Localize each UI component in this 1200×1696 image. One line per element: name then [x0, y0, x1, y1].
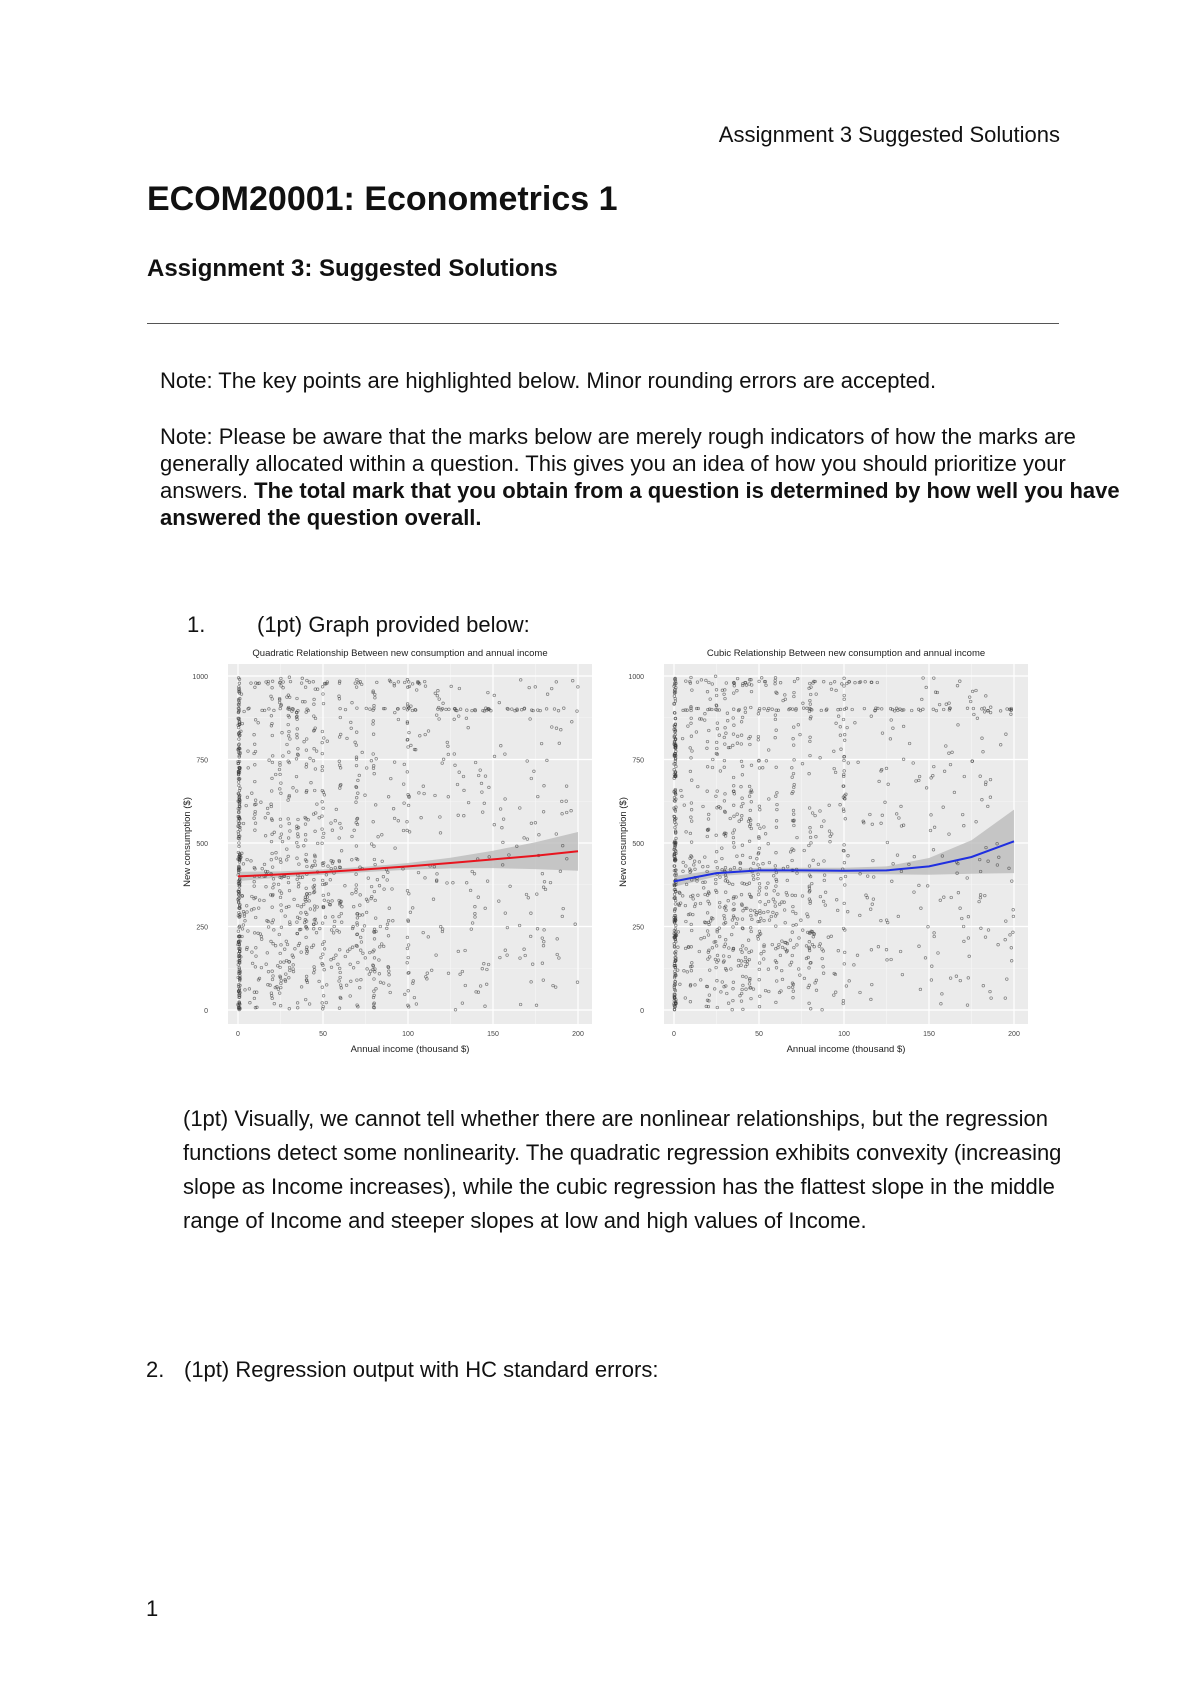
y-tick-labels [628, 674, 644, 1015]
question-2-text: (1pt) Regression output with HC standard errors: [184, 1357, 659, 1382]
chart-title: Cubic Relationship Between new consumption and annual income [706, 648, 986, 659]
header-rule [147, 323, 1059, 324]
note-rounding: Note: The key points are highlighted below. Minor rounding errors are accepted. [160, 368, 937, 393]
y-tick-label: 250 [196, 924, 208, 932]
question-1-explanation: (1pt) Visually, we cannot tell whether there are nonlinear relationships, but the regression functions detect some nonlinearity. The quadratic regression exhibits convexity (increasing slope as Income increases), while the cubic regression has the flattest slope in the middle range of Income and steeper slopes at low and high values of Income. [183, 1106, 1062, 1233]
y-tick-label: 750 [632, 757, 644, 765]
note-marks [160, 423, 1150, 531]
question-2-number: 2. [146, 1357, 165, 1382]
x-tick-label: 0 [672, 1031, 676, 1038]
assignment-title: Assignment 3: Suggested Solutions [147, 255, 558, 282]
x-axis-label: Annual income (thousand $) [786, 1044, 906, 1055]
x-tick-labels [672, 1031, 1020, 1038]
question-2-heading [146, 1357, 658, 1383]
x-tick-label: 50 [755, 1031, 763, 1038]
x-tick-label: 150 [487, 1031, 499, 1038]
x-tick-label: 50 [319, 1031, 327, 1038]
y-axis-label: New consumption ($) [618, 797, 629, 887]
running-header: Assignment 3 Suggested Solutions [718, 122, 1060, 147]
note-marks-emphasis: The total mark that you obtain from a question is determined by how well you have answered the question overall. [160, 478, 1120, 530]
question-1-number: 1. [187, 612, 206, 637]
x-axis-label: Annual income (thousand $) [350, 1044, 470, 1055]
x-tick-labels [236, 1031, 584, 1038]
x-tick-label: 200 [1008, 1031, 1020, 1038]
y-tick-label: 1000 [628, 674, 644, 681]
x-tick-label: 0 [236, 1031, 240, 1038]
y-tick-label: 0 [204, 1008, 208, 1015]
x-tick-label: 200 [572, 1031, 584, 1038]
y-tick-label: 500 [196, 841, 208, 848]
question-1-heading [187, 612, 530, 638]
chart-title: Quadratic Relationship Between new consumption and annual income [252, 648, 548, 659]
course-title: ECOM20001: Econometrics 1 [147, 180, 618, 218]
question-1-text: (1pt) Graph provided below: [257, 612, 530, 637]
y-tick-label: 750 [196, 757, 208, 765]
x-tick-label: 150 [923, 1031, 935, 1038]
y-tick-label: 0 [640, 1008, 644, 1015]
cubic-chart [616, 642, 1036, 1060]
y-axis-label: New consumption ($) [182, 797, 193, 887]
y-tick-label: 500 [632, 841, 644, 848]
quadratic-chart [180, 642, 600, 1060]
note-marks-text: Note: Please be aware that the marks below are merely rough indicators of how the marks are generally allocated within a question. This gives you an idea of how you should prioritize your answers. [160, 424, 1076, 503]
y-tick-label: 1000 [192, 674, 208, 681]
y-tick-label: 250 [632, 924, 644, 932]
x-tick-label: 100 [402, 1031, 414, 1038]
page-number: 1 [146, 1596, 159, 1621]
y-tick-labels [192, 674, 208, 1015]
x-tick-label: 100 [838, 1031, 850, 1038]
